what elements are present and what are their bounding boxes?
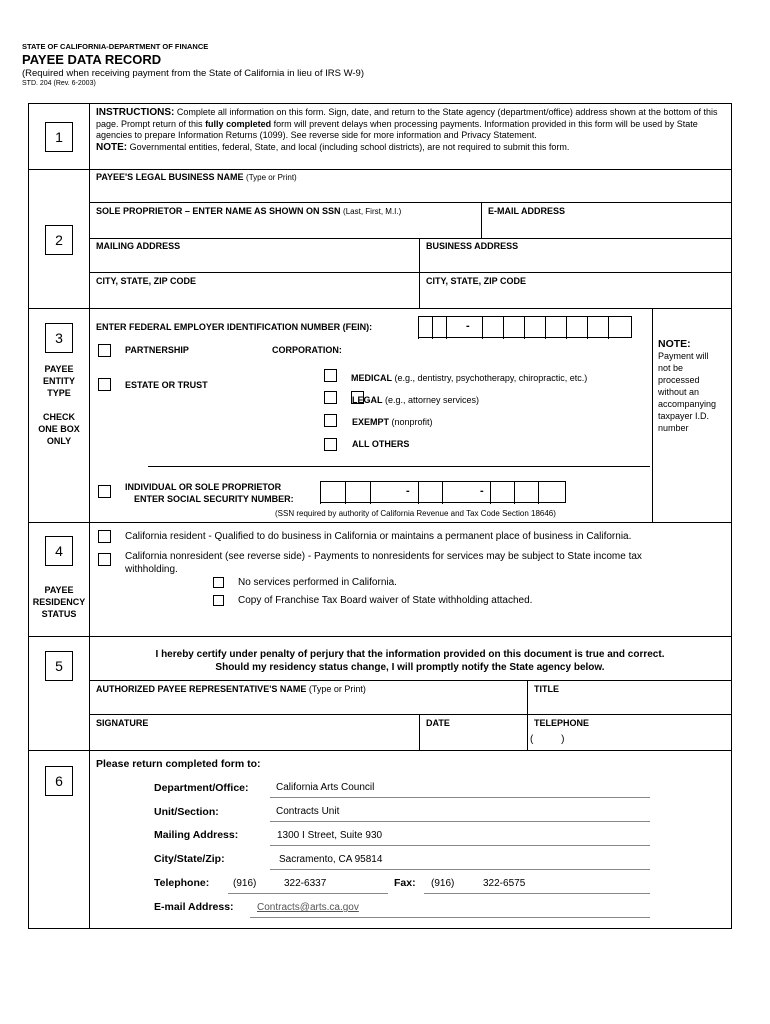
fein-label: ENTER FEDERAL EMPLOYER IDENTIFICATION NUMBER (FEIN):: [96, 322, 373, 332]
waiver-checkbox[interactable]: [213, 595, 224, 606]
email-label-s6: E-mail Address:: [154, 901, 234, 913]
legal-name-label: PAYEE'S LEGAL BUSINESS NAME (Type or Print): [96, 172, 297, 182]
form-title: PAYEE DATA RECORD: [22, 52, 162, 67]
instructions-block: INSTRUCTIONS: Complete all information on this form. Sign, date, and return to the State agency (department/office) address shown at the bottom of this page. Prompt return of this fully completed form will prevent delays when processing payments. Information provided in this form will be used by State agencies to prepare Information Returns (1099). See reverse side for more information and Privacy Statement. NOTE: Governmental entities, federal, State, and local (including school districts), are not required to submit this form.: [96, 107, 718, 153]
city-state-zip-label-1: CITY, STATE, ZIP CODE: [96, 276, 197, 286]
ca-nonresident-checkbox[interactable]: [98, 553, 111, 566]
medical-label: MEDICAL (e.g., dentistry, psychotherapy, chiropractic, etc.): [351, 373, 588, 383]
section-4-number: 4: [45, 536, 73, 566]
exempt-checkbox[interactable]: [324, 414, 337, 427]
estate-trust-checkbox[interactable]: [98, 378, 111, 391]
tel-area: (916): [233, 878, 257, 889]
city-value: Sacramento, CA 95814: [279, 854, 383, 865]
payee-residency-caption: PAYEE RESIDENCY STATUS: [32, 585, 86, 619]
legal-checkbox-box[interactable]: [324, 391, 337, 404]
ssn-field[interactable]: [320, 481, 566, 503]
unit-label: Unit/Section:: [154, 806, 219, 818]
section-2-number: 2: [45, 225, 73, 255]
note-label: NOTE:: [96, 141, 128, 153]
sole-prop-label: SOLE PROPRIETOR – ENTER NAME AS SHOWN ON SSN (Last, First, M.I.): [96, 206, 402, 216]
city-state-zip-label-2: CITY, STATE, ZIP CODE: [426, 276, 527, 286]
mailing-address-label: MAILING ADDRESS: [96, 241, 181, 251]
no-services-label: No services performed in California.: [238, 577, 397, 588]
individual-checkbox[interactable]: [98, 485, 111, 498]
ssn-dash-2: -: [480, 485, 484, 497]
city-state-zip-field-2[interactable]: [422, 288, 728, 305]
all-others-label: ALL OTHERS: [352, 439, 410, 449]
date-label: DATE: [426, 718, 450, 728]
business-address-field[interactable]: [422, 253, 728, 270]
ca-resident-checkbox[interactable]: [98, 530, 111, 543]
ssn-note: (SSN required by authority of California Revenue and Tax Code Section 18646): [275, 509, 556, 518]
individual-label: INDIVIDUAL OR SOLE PROPRIETOR ENTER SOCIAL SECURITY NUMBER:: [125, 482, 294, 504]
estate-trust-label: ESTATE OR TRUST: [125, 380, 208, 390]
mail-value: 1300 I Street, Suite 930: [277, 830, 383, 841]
mail-label: Mailing Address:: [154, 829, 239, 841]
certification-statement: I hereby certify under penalty of perjury that the information provided on this document is true and correct. Should my residency status change, I will promptly notify the State agency below.: [155, 649, 665, 673]
all-others-checkbox[interactable]: [324, 438, 337, 451]
return-label: Please return completed form to:: [96, 758, 261, 770]
signature-field[interactable]: [92, 730, 416, 748]
tel-label: Telephone:: [154, 877, 210, 889]
corporation-label: CORPORATION:: [272, 345, 342, 355]
date-field[interactable]: [422, 730, 524, 748]
fax-label: Fax:: [394, 877, 416, 889]
left-column-divider: [89, 103, 90, 929]
section-3-number: 3: [45, 323, 73, 353]
agency-name: STATE OF CALIFORNIA-DEPARTMENT OF FINANCE: [22, 42, 209, 51]
section-1-number: 1: [45, 122, 73, 152]
partnership-label: PARTNERSHIP: [125, 345, 189, 355]
ca-nonresident-label: California nonresident (see reverse side) - Payments to nonresidents for services may be subject to State income tax withholding.: [125, 551, 642, 575]
ssn-dash-1: -: [406, 485, 410, 497]
form-subtitle: (Required when receiving payment from the State of California in lieu of IRS W-9): [22, 68, 364, 79]
section-6-number: 6: [45, 766, 73, 796]
business-address-label: BUSINESS ADDRESS: [426, 241, 519, 251]
form-id: STD. 204 (Rev. 6-2003): [22, 80, 96, 87]
partnership-checkbox[interactable]: [98, 344, 111, 357]
unit-value: Contracts Unit: [276, 806, 340, 817]
email-link[interactable]: Contracts@arts.ca.gov: [257, 902, 359, 913]
fein-field[interactable]: [418, 316, 632, 338]
telephone-field[interactable]: ( ): [530, 734, 565, 745]
section-5-number: 5: [45, 651, 73, 681]
payee-id-note: NOTE: Payment will not be processed without an accompanying taxpayer I.D. number: [658, 338, 717, 433]
fax-number: 322-6575: [483, 878, 526, 889]
dept-value: California Arts Council: [276, 782, 375, 793]
no-services-checkbox[interactable]: [213, 577, 224, 588]
ca-resident-label: California resident - Qualified to do business in California or maintains a permanent place of business in California.: [125, 531, 632, 542]
mailing-address-field[interactable]: [92, 253, 416, 270]
payee-entity-type-caption: PAYEE ENTITY TYPE CHECK ONE BOX ONLY: [38, 364, 80, 446]
title-field[interactable]: [530, 696, 728, 712]
rep-name-label: AUTHORIZED PAYEE REPRESENTATIVE'S NAME (Type or Print): [96, 684, 366, 694]
fax-area: (916): [431, 878, 455, 889]
medical-checkbox[interactable]: [324, 369, 337, 382]
dept-label: Department/Office:: [154, 782, 249, 794]
signature-label: SIGNATURE: [96, 718, 149, 728]
legal-name-field[interactable]: [92, 184, 728, 200]
telephone-label: TELEPHONE: [534, 718, 590, 728]
email-label: E-MAIL ADDRESS: [488, 206, 566, 216]
tel-number: 322-6337: [284, 878, 327, 889]
city-label: City/State/Zip:: [154, 853, 225, 865]
email-field[interactable]: [484, 218, 728, 236]
waiver-label: Copy of Franchise Tax Board waiver of State withholding attached.: [238, 595, 533, 606]
fein-dash: -: [466, 320, 470, 332]
sole-prop-field[interactable]: [92, 218, 478, 236]
exempt-label: EXEMPT (nonprofit): [352, 417, 433, 427]
rep-name-field[interactable]: [92, 696, 524, 712]
title-label: TITLE: [534, 684, 559, 694]
city-state-zip-field-1[interactable]: [92, 288, 416, 305]
instructions-label: INSTRUCTIONS:: [96, 107, 175, 118]
